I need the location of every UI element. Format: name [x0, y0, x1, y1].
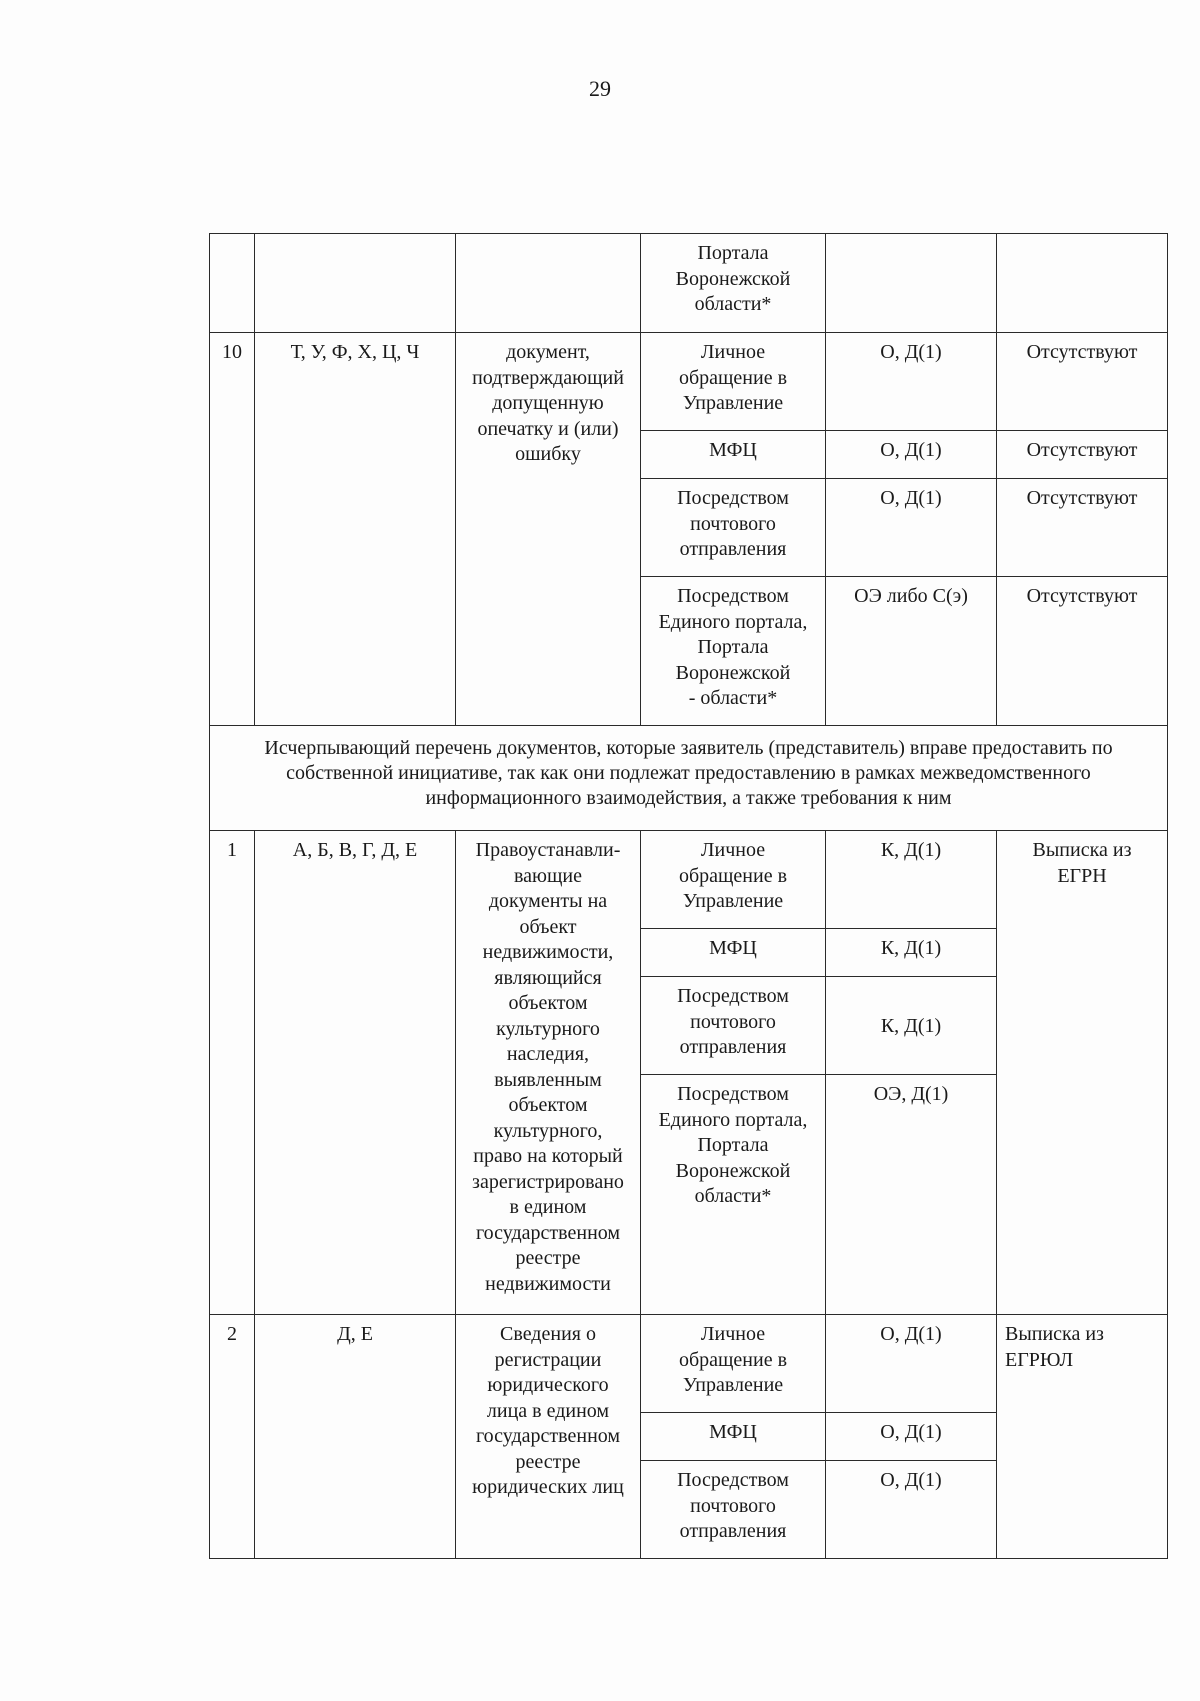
document-form: К, Д(1): [826, 929, 997, 977]
submission-method: Посредством почтового отправления: [641, 479, 826, 577]
form-cell: [826, 234, 997, 333]
submission-method: Посредством почтового отправления: [641, 1461, 826, 1559]
document-form: О, Д(1): [826, 1315, 997, 1413]
continuation-row: [210, 234, 1168, 333]
section-header: Исчерпывающий перечень документов, которые заявитель (представитель) вправе предоставить по собственной инициативе, так как они подлежат предоставлению в рамках межведомственного информационного взаимодействия, а также требования к ним: [210, 726, 1168, 831]
submission-method: МФЦ: [641, 431, 826, 479]
submission-method: Личное обращение в Управление: [641, 1315, 826, 1413]
applicant-categories: Д, Е: [255, 1315, 456, 1559]
submission-method: Посредством Единого портала, Портала Воронежской - области*: [641, 577, 826, 726]
submission-method: Личное обращение в Управление: [641, 831, 826, 929]
submission-method: Посредством почтового отправления: [641, 977, 826, 1075]
table-row: [210, 333, 1168, 431]
submission-method: Посредством Единого портала, Портала Воронежской области*: [641, 1075, 826, 1315]
categories-cell: [255, 234, 456, 333]
page-number: 29: [589, 76, 611, 101]
document-form: О, Д(1): [826, 431, 997, 479]
document-form: ОЭ, Д(1): [826, 1075, 997, 1315]
row-number: 2: [210, 1315, 255, 1559]
requirements-cell: [997, 234, 1168, 333]
document-form: О, Д(1): [826, 479, 997, 577]
document-requirements: Выписка из ЕГРЮЛ: [997, 1315, 1168, 1559]
table-row: [210, 831, 1168, 929]
document-name: Правоустанавли- вающие документы на объект недвижимости, являющийся объектом культурного наследия, выявленным объектом культурного, право на который зарегистрировано в едином государственном реестре недвижимости: [456, 831, 641, 1315]
document-requirements: Отсутствуют: [997, 333, 1168, 431]
documents-table: [209, 233, 1168, 1559]
document-name: Сведения о регистрации юридического лица в едином государственном реестре юридических лиц: [456, 1315, 641, 1559]
table-row: [210, 1315, 1168, 1413]
document-form: О, Д(1): [826, 1461, 997, 1559]
num-cell: [210, 234, 255, 333]
submission-method: МФЦ: [641, 929, 826, 977]
document-name: документ, подтверждающий допущенную опечатку и (или) ошибку: [456, 333, 641, 726]
applicant-categories: Т, У, Ф, Х, Ц, Ч: [255, 333, 456, 726]
document-form: О, Д(1): [826, 1413, 997, 1461]
document-form: К, Д(1): [826, 977, 997, 1075]
submission-method: МФЦ: [641, 1413, 826, 1461]
applicant-categories: А, Б, В, Г, Д, Е: [255, 831, 456, 1315]
document-form: О, Д(1): [826, 333, 997, 431]
submission-method: Личное обращение в Управление: [641, 333, 826, 431]
document-requirements: Отсутствуют: [997, 479, 1168, 577]
document-requirements: Отсутствуют: [997, 431, 1168, 479]
document-requirements: Отсутствуют: [997, 577, 1168, 726]
document-requirements: Выписка из ЕГРН: [997, 831, 1168, 1315]
row-number: 1: [210, 831, 255, 1315]
document-cell: [456, 234, 641, 333]
method-cell: Портала Воронежской области*: [641, 234, 826, 333]
section-header-row: [210, 726, 1168, 831]
document-form: ОЭ либо С(э): [826, 577, 997, 726]
document-form: К, Д(1): [826, 831, 997, 929]
row-number: 10: [210, 333, 255, 726]
